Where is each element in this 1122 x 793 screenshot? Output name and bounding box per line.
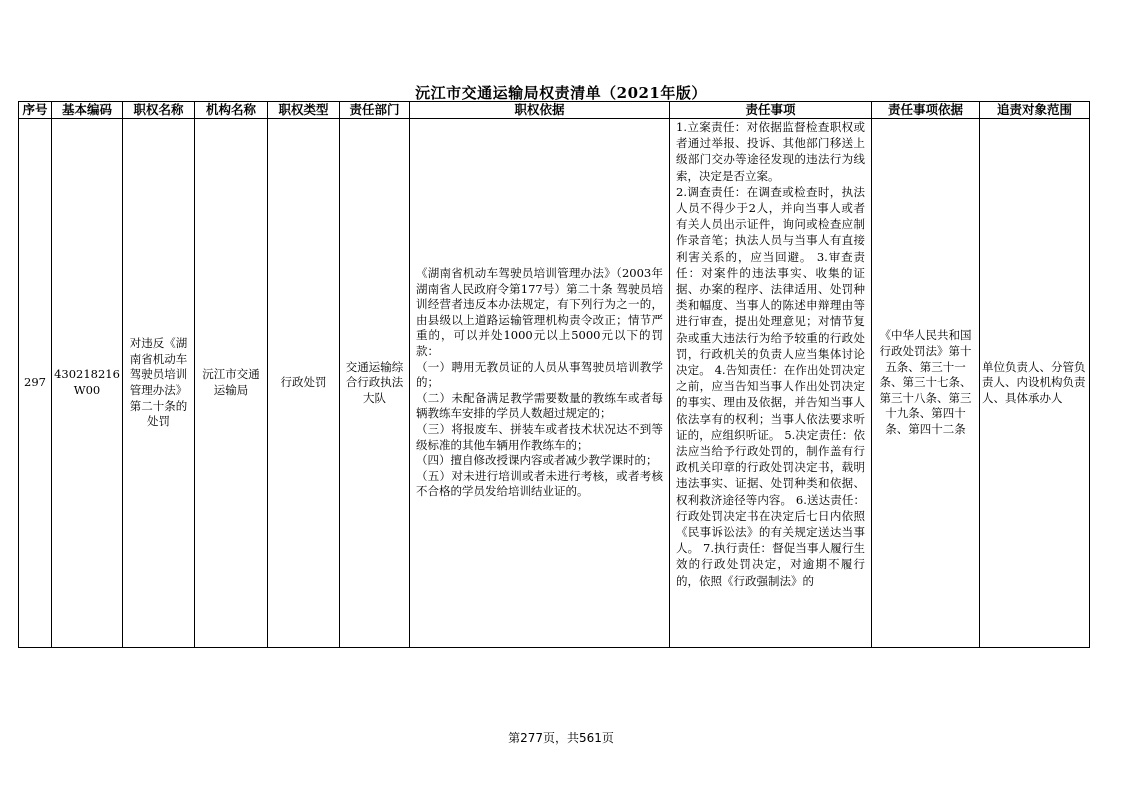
cell-org: 沅江市交通运输局 xyxy=(195,119,268,648)
header-power-type: 职权类型 xyxy=(268,102,340,119)
header-accountability: 追责对象范围 xyxy=(980,102,1090,119)
cell-matters xyxy=(670,119,872,648)
header-org: 机构名称 xyxy=(195,102,268,119)
responsibility-table xyxy=(18,101,1090,648)
header-power-name: 职权名称 xyxy=(123,102,195,119)
table-header-row xyxy=(19,102,1090,119)
matters-text: 1.立案责任：对依据监督检查职权或者通过举报、投诉、其他部门移送上级部门交办等途径发现的违法行为线索，决定是否立案。 2.调查责任：在调查或检查时，执法人员不得少于2人，并向当事人或者有关人员出示证件，询问或检查应制作录音笔；执法人员与当事人有直接利害关系的，应当回避。 3.审查责任：对案件的违法事实、收集的证据、办案的程序、法律适用、处罚种类和幅度、当事人的陈述申辩理由等进行审查，提出处理意见；对情节复杂或重大违法行为给予较重的行政处罚，行政机关的负责人应当集体讨论决定。 4.告知责任：在作出处罚决定之前，应当告知当事人作出处罚决定的事实、理由及依据，并告知当事人依法享有的权利；当事人依法要求听证的，应组织听证。 5.决定责任：依法应当给予行政处罚的，制作盖有行政机关印章的行政处罚决定书，载明违法事实、证据、处罚种类和依据、权利救济途径等内容。 6.送达责任：行政处罚决定书在决定后七日内依照《民事诉讼法》的有关规定送达当事人。 7.执行责任：督促当事人履行生效的行政处罚决定，对逾期不履行的，依照《行政强制法》的 xyxy=(676,120,865,588)
page-number: 第277页，共561页 xyxy=(508,731,614,745)
header-matters-basis: 责任事项依据 xyxy=(872,102,980,119)
cell-basis xyxy=(410,119,670,648)
header-seq: 序号 xyxy=(19,102,52,119)
header-basis: 职权依据 xyxy=(410,102,670,119)
cell-dept: 交通运输综合行政执法大队 xyxy=(340,119,410,648)
header-matters: 责任事项 xyxy=(670,102,872,119)
cell-accountability: 单位负责人、分管负责人、内设机构负责人、具体承办人 xyxy=(980,119,1090,648)
cell-code: 430218216W00 xyxy=(52,119,123,648)
table-row xyxy=(19,119,1090,648)
document-title: 沅江市交通运输局权责清单（2021年版） xyxy=(415,84,707,102)
cell-power-name: 对违反《湖南省机动车驾驶员培训管理办法》第二十条的处罚 xyxy=(123,119,195,648)
cell-power-type: 行政处罚 xyxy=(268,119,340,648)
header-dept: 责任部门 xyxy=(340,102,410,119)
cell-seq: 297 xyxy=(19,119,52,648)
header-code: 基本编码 xyxy=(52,102,123,119)
cell-matters-basis: 《中华人民共和国行政处罚法》第十五条、第三十一条、第三十七条、第三十八条、第三十九条、第四十条、第四十二条 xyxy=(872,119,980,648)
basis-text: 《湖南省机动车驾驶员培训管理办法》（2003年湖南省人民政府令第177号）第二十条 驾驶员培训经营者违反本办法规定，有下列行为之一的，由县级以上道路运输管理机构责令改正；情节严重的，可以并处1000元以上5000元以下的罚款： （一）聘用无教员证的人员从事驾驶员培训教学的； （二）未配备满足教学需要数量的教练车或者每辆教练车安排的学员人数超过规定的； （三）将报废车、拼装车或者技术状况达不到等级标准的其他车辆用作教练车的； （四）擅自修改授课内容或者减少教学课时的； （五）对未进行培训或者未进行考核，或者考核不合格的学员发给培训结业证的。 xyxy=(416,266,663,499)
